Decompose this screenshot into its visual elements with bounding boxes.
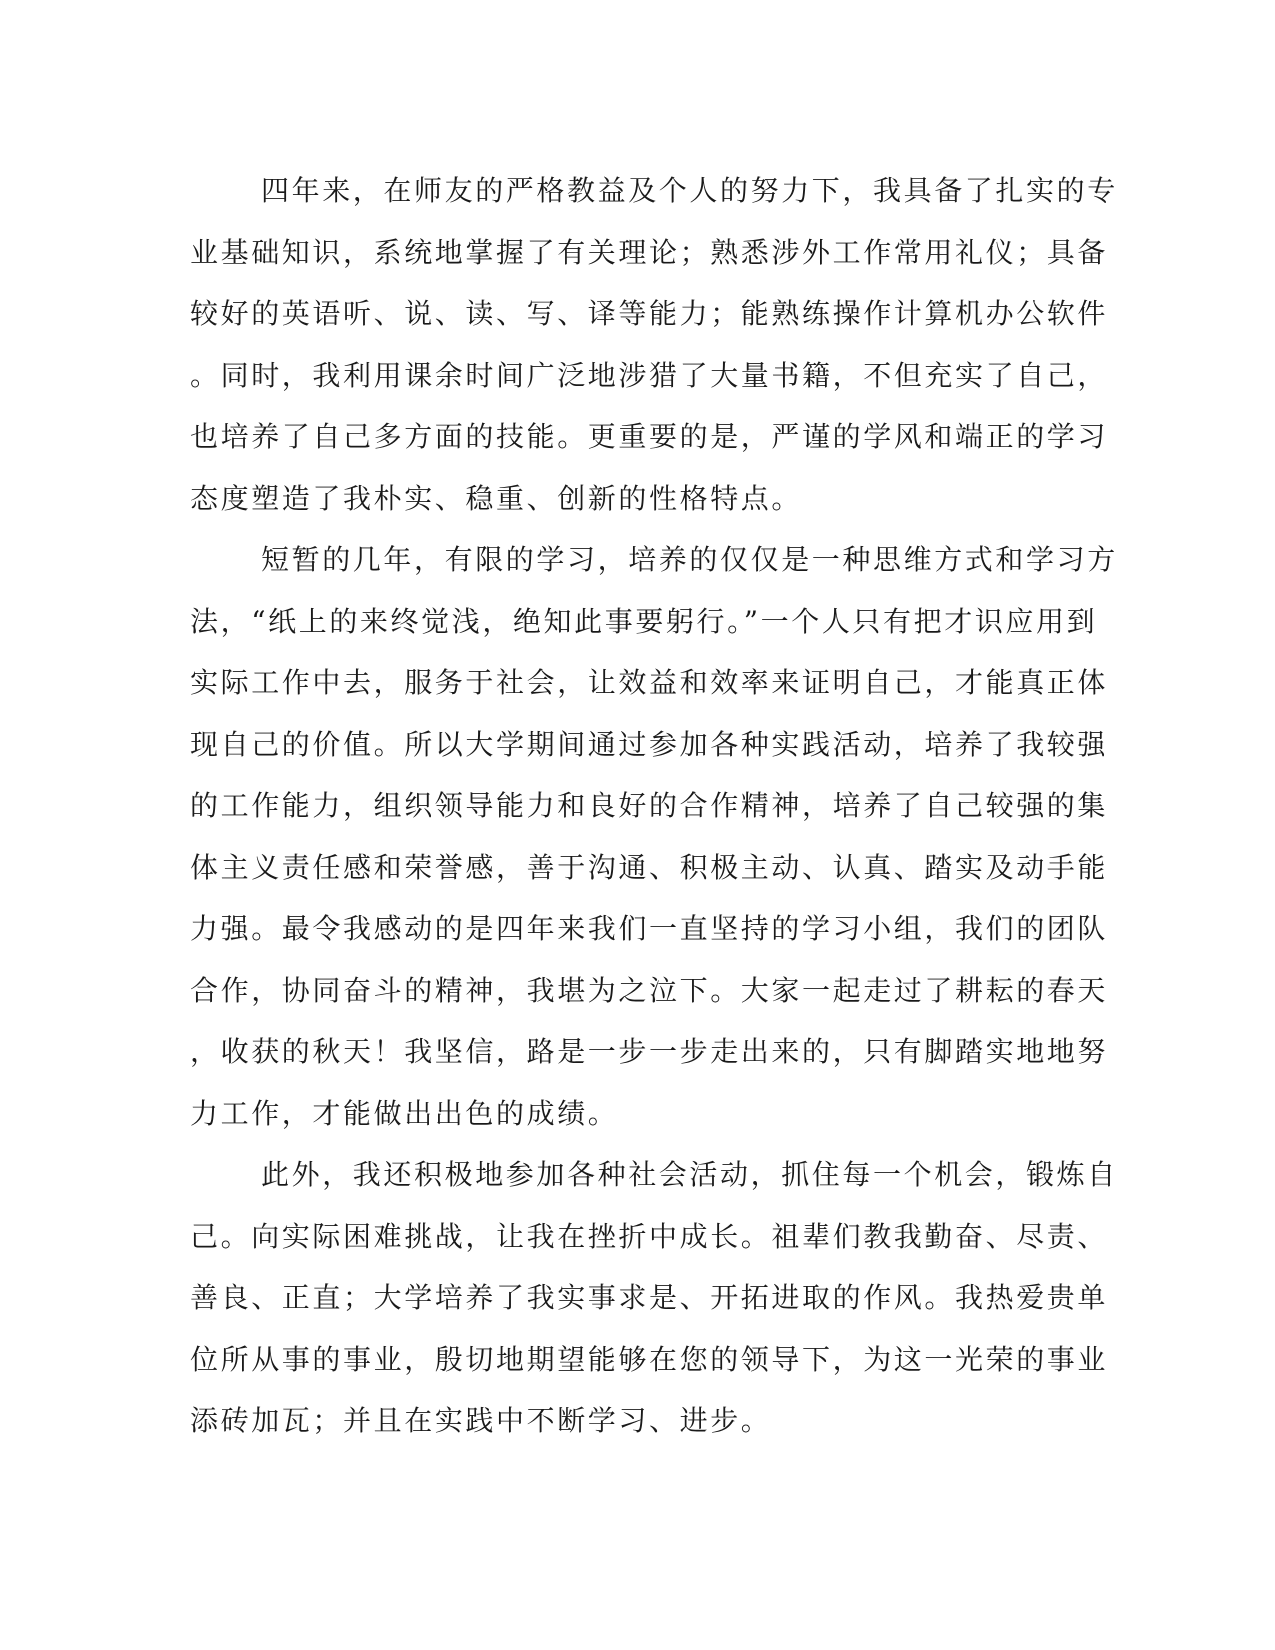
paragraph-1 (190, 160, 1118, 529)
document-body (190, 160, 1118, 1452)
paragraph-line: 态度塑造了我朴实、稳重、创新的性格特点。 (190, 481, 803, 515)
paragraph-2 (190, 529, 1118, 1144)
paragraph-line: 合作，协同奋斗的精神，我堪为之泣下。大家一起走过了耕耘的春天 (190, 973, 1109, 1007)
paragraph-line: 力工作，才能做出出色的成绩。 (190, 1096, 619, 1130)
paragraph-line: 位所从事的事业，殷切地期望能够在您的领导下，为这一光荣的事业 (190, 1342, 1109, 1376)
paragraph-line: 力强。最令我感动的是四年来我们一直坚持的学习小组，我们的团队 (190, 912, 1109, 945)
paragraph-line: 己。向实际困难挑战，让我在挫折中成长。祖辈们教我勤奋、尽责、 (190, 1219, 1109, 1253)
paragraph-line: ，收获的秋天！我坚信，路是一步一步走出来的，只有脚踏实地地努 (190, 1035, 1109, 1068)
paragraph-line: 善良、正直；大学培养了我实事求是、开拓进取的作风。我热爱贵单 (190, 1281, 1109, 1314)
paragraph-line: 四年来，在师友的严格教益及个人的努力下，我具备了扎实的专 (261, 174, 1118, 207)
paragraph-line: 也培养了自己多方面的技能。更重要的是，严谨的学风和端正的学习 (190, 420, 1109, 453)
paragraph-line: 较好的英语听、说、读、写、译等能力；能熟练操作计算机办公软件 (190, 297, 1109, 330)
paragraph-line: 。同时，我利用课余时间广泛地涉猎了大量书籍，不但充实了自己， (190, 358, 1109, 392)
paragraph-line: 短暂的几年，有限的学习，培养的仅仅是一种思维方式和学习方 (261, 543, 1118, 576)
paragraph-line: 体主义责任感和荣誉感，善于沟通、积极主动、认真、踏实及动手能 (190, 850, 1109, 884)
paragraph-line: 此外，我还积极地参加各种社会活动，抓住每一个机会，锻炼自 (261, 1158, 1118, 1191)
paragraph-line: 添砖加瓦；并且在实践中不断学习、进步。 (190, 1404, 772, 1437)
paragraph-3 (190, 1144, 1118, 1452)
paragraph-line: 现自己的价值。所以大学期间通过参加各种实践活动，培养了我较强 (190, 727, 1109, 761)
paragraph-line: 业基础知识，系统地掌握了有关理论；熟悉涉外工作常用礼仪；具备 (190, 235, 1109, 269)
paragraph-line: 的工作能力，组织领导能力和良好的合作精神，培养了自己较强的集 (190, 789, 1109, 822)
paragraph-line: 实际工作中去，服务于社会，让效益和效率来证明自己，才能真正体 (190, 666, 1109, 699)
paragraph-line: 法，“纸上的来终觉浅，绝知此事要躬行。”一个人只有把才识应用到 (190, 604, 1098, 638)
